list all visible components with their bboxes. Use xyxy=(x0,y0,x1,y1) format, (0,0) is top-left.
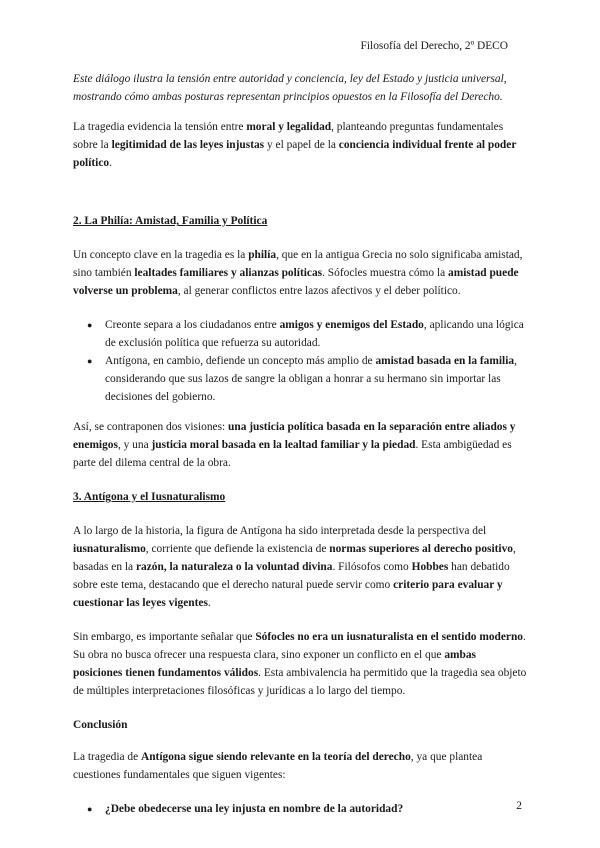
bullet-antigona: ● Antígona, en cambio, defiende un concepto más amplio de amistad basada en la familia, considerando que sus lazos de sangre la obligan a honrar a su hermano sin importar las decisiones del gobierno. xyxy=(105,352,528,406)
paragraph-conclusion: La tragedia de Antígona sigue siendo relevante en la teoría del derecho, ya que plantea cuestiones fundamentales que siguen vigentes: xyxy=(73,751,483,781)
paragraph-iusnaturalismo: A lo largo de la historia, la figura de Antígona ha sido interpretada desde la perspectiva del iusnaturalismo, corriente que defiende la existencia de normas superiores al derecho positivo, basadas en la razón, la naturaleza o la voluntad divina. Filósofos como Hobbes han debatido sobre este tema, destacando que el derecho natural puede servir como criterio para evaluar y cuestionar las leyes vigentes. xyxy=(73,525,516,609)
conclusion-title: Conclusión xyxy=(73,719,128,731)
paragraph-moral-legalidad: La tragedia evidencia la tensión entre moral y legalidad, planteando preguntas fundamentales sobre la legitimidad de las leyes injustas y el papel de la conciencia individual frente al poder político. xyxy=(73,121,517,169)
bullet-creonte: ● Creonte separa a los ciudadanos entre amigos y enemigos del Estado, aplicando una lógica de exclusión política que refuerza su autoridad. xyxy=(105,316,528,352)
section-title-iusnaturalismo: 3. Antígona y el Iusnaturalismo xyxy=(73,491,226,503)
paragraph-philia: Un concepto clave en la tragedia es la philía, que en la antigua Grecia no solo significaba amistad, sino también lealtades familiares y alianzas políticas. Sófocles muestra cómo la amistad puede volverse un problema, al generar conflictos entre lazos afectivos y el deber político. xyxy=(73,249,523,297)
philia-bullet-list xyxy=(73,316,528,406)
intro-paragraph: Este diálogo ilustra la tensión entre autoridad y conciencia, ley del Estado y justicia universal, mostrando cómo ambas posturas representan principios opuestos en la Filosofía del Derecho. xyxy=(73,73,507,103)
page-header: Filosofía del Derecho, 2º DECO xyxy=(360,40,508,52)
paragraph-sofocles: Sin embargo, es importante señalar que Sófocles no era un iusnaturalista en el sentido moderno. Su obra no busca ofrecer una respuesta clara, sino exponer un conflicto en el que ambas posiciones tienen fundamentos válidos. Esta ambivalencia ha permitido que la tragedia sea objeto de múltiples interpretaciones filosóficas y jurídicas a lo largo del tiempo. xyxy=(73,631,527,697)
section-title-philia: 2. La Philía: Amistad, Familia y Política xyxy=(73,215,268,227)
document-body xyxy=(73,70,528,830)
bullet-question: ● ¿Debe obedecerse una ley injusta en nombre de la autoridad? xyxy=(105,800,528,818)
conclusion-bullet-list xyxy=(73,800,528,818)
page-number: 2 xyxy=(516,800,522,812)
paragraph-dos-visiones: Así, se contraponen dos visiones: una justicia política basada en la separación entre aliados y enemigos, y una justicia moral basada en la lealtad familiar y la piedad. Esta ambigüedad es parte del dilema central de la obra. xyxy=(73,421,516,469)
